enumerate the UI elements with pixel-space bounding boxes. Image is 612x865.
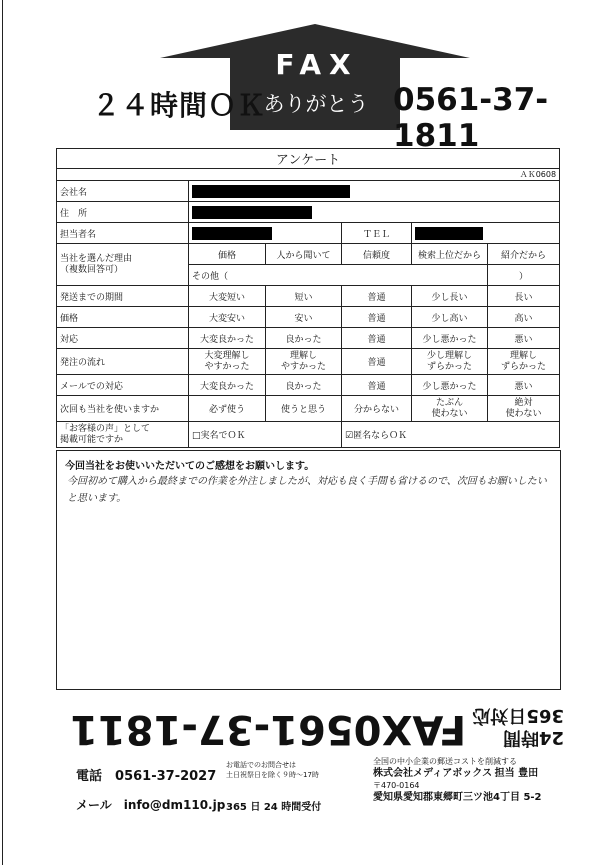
redaction-bar <box>192 185 350 198</box>
fax-title: FAX <box>275 48 359 81</box>
footer-note <box>226 760 319 780</box>
table-row <box>57 396 560 422</box>
option-cell[interactable]: 分からない <box>342 396 412 422</box>
option-cell[interactable]: 普通 <box>342 286 412 307</box>
company-label: 会社名 <box>57 181 189 202</box>
address-field[interactable] <box>189 202 560 223</box>
page-edge-line <box>2 0 3 865</box>
company-zip: 〒470-0164 <box>373 781 420 790</box>
footer-phone <box>76 765 216 784</box>
phone-number: 0561-37-2027 <box>115 769 217 784</box>
form-code: ＡＫ0608 <box>57 169 560 181</box>
tel-field[interactable] <box>412 223 560 244</box>
table-row <box>57 375 560 396</box>
option-cell[interactable]: 普通 <box>342 375 412 396</box>
row-label: 発注の流れ <box>57 349 189 375</box>
reason-option[interactable]: 検索上位だから <box>412 244 488 265</box>
option-cell[interactable]: 短い <box>266 286 342 307</box>
option-cell[interactable]: 理解し やすかった <box>266 349 342 375</box>
upside-down-banner <box>70 694 570 752</box>
company-tagline: 全国の中小企業の郵送コストを削減する <box>373 757 517 766</box>
footer-365: 365 日 24 時間受付 <box>226 802 322 813</box>
comment-heading: 今回当社をお使いいただいてのご感想をお願いします。 <box>65 461 315 472</box>
banner-support: 対応 <box>472 705 509 726</box>
person-label: 担当者名 <box>57 223 189 244</box>
option-cell[interactable]: 使うと思う <box>266 396 342 422</box>
row-label: 発送までの期間 <box>57 286 189 307</box>
reason-label <box>57 244 189 286</box>
option-cell[interactable]: 少し悪かった <box>412 328 488 349</box>
redaction-bar <box>415 227 483 240</box>
option-cell[interactable]: 普通 <box>342 307 412 328</box>
reason-option[interactable]: 人から聞いて <box>266 244 342 265</box>
option-cell[interactable]: 良かった <box>266 375 342 396</box>
banner-365: 365日 <box>508 705 564 726</box>
table-row <box>57 286 560 307</box>
option-cell[interactable]: 普通 <box>342 349 412 375</box>
thanks-text: ありがとう <box>263 92 369 116</box>
option-cell[interactable]: 絶対 使わない <box>488 396 560 422</box>
company-info <box>373 756 583 804</box>
note-line-1: お電話でのお問合せは <box>226 761 296 769</box>
tel-label: ＴＥＬ <box>342 223 412 244</box>
option-cell[interactable]: 悪い <box>488 375 560 396</box>
reason-option[interactable]: 信頼度 <box>342 244 412 265</box>
voice-label: 「お客様の声」として 掲載可能ですか <box>57 422 189 448</box>
note-line-2: 土日祝祭日を除く９時〜17時 <box>226 771 319 779</box>
survey-title: アンケート <box>57 149 560 169</box>
option-cell[interactable]: 大変安い <box>189 307 266 328</box>
row-label: メールでの対応 <box>57 375 189 396</box>
address-label: 住 所 <box>57 202 189 223</box>
option-cell[interactable]: 安い <box>266 307 342 328</box>
table-row <box>57 349 560 375</box>
option-cell[interactable]: 少し悪かった <box>412 375 488 396</box>
survey-table <box>56 148 560 448</box>
mail-label: メール <box>76 798 112 812</box>
table-row <box>57 307 560 328</box>
option-cell[interactable]: 悪い <box>488 328 560 349</box>
reason-sub-text: （複数回答可） <box>60 264 124 275</box>
option-cell[interactable]: 少し高い <box>412 307 488 328</box>
voice-option-anonymous-label: 匿名ならＯＫ <box>353 431 408 441</box>
option-cell[interactable]: 高い <box>488 307 560 328</box>
handwritten-comment: 今回初めて購入から最終までの作業を外注しましたが、対応も良く手間も省けるので、次回もお願いしたいと思います。 <box>67 476 547 504</box>
company-contact: 担当 豊田 <box>494 768 539 779</box>
row-label: 価格 <box>57 307 189 328</box>
fax-banner <box>70 694 570 752</box>
redaction-bar <box>192 206 312 219</box>
company-field[interactable] <box>189 181 560 202</box>
reason-option[interactable]: 価格 <box>189 244 266 265</box>
option-cell[interactable]: 必ず使う <box>189 396 266 422</box>
option-cell[interactable]: 少し理解し ずらかった <box>412 349 488 375</box>
checkbox-checked-icon: ☑ <box>345 431 354 441</box>
option-cell[interactable]: 長い <box>488 286 560 307</box>
row-label: 対応 <box>57 328 189 349</box>
reason-other[interactable]: その他（ <box>189 265 488 286</box>
reason-label-text: 当社を選んだ理由 <box>60 253 133 264</box>
table-row <box>57 328 560 349</box>
redaction-bar <box>192 227 272 240</box>
company-address: 愛知県愛知郡東郷町三ツ池4丁目 5-2 <box>373 792 542 803</box>
option-cell[interactable]: 少し長い <box>412 286 488 307</box>
banner-24h: 24時間 <box>502 727 564 748</box>
company-name: 株式会社メディアボックス <box>373 768 493 779</box>
option-cell[interactable]: 大変良かった <box>189 328 266 349</box>
option-cell[interactable]: 普通 <box>342 328 412 349</box>
mail-address[interactable]: info@dm110.jp <box>123 798 226 812</box>
option-cell[interactable]: 大変理解し やすかった <box>189 349 266 375</box>
banner-fax-number: FAX0561-37-1811 <box>70 706 467 752</box>
banner-side-text <box>472 704 564 748</box>
footer-mail <box>76 796 225 813</box>
person-field[interactable] <box>189 223 342 244</box>
option-cell[interactable]: 良かった <box>266 328 342 349</box>
voice-option-realname[interactable]: □実名でＯＫ <box>189 422 342 448</box>
reason-other-close: ） <box>488 265 560 286</box>
option-cell[interactable]: 大変良かった <box>189 375 266 396</box>
phone-label: 電話 <box>76 769 103 784</box>
row-label: 次回も当社を使いますか <box>57 396 189 422</box>
option-cell[interactable]: 大変短い <box>189 286 266 307</box>
comment-box[interactable] <box>56 450 561 690</box>
option-cell[interactable]: 理解し ずらかった <box>488 349 560 375</box>
option-cell[interactable]: たぶん 使わない <box>412 396 488 422</box>
voice-option-anonymous[interactable] <box>342 422 560 448</box>
fax-number-top: 0561-37-1811 <box>393 82 549 154</box>
hours-ok-text: ２４時間ＯＫ <box>92 89 267 122</box>
reason-option[interactable]: 紹介だから <box>488 244 560 265</box>
